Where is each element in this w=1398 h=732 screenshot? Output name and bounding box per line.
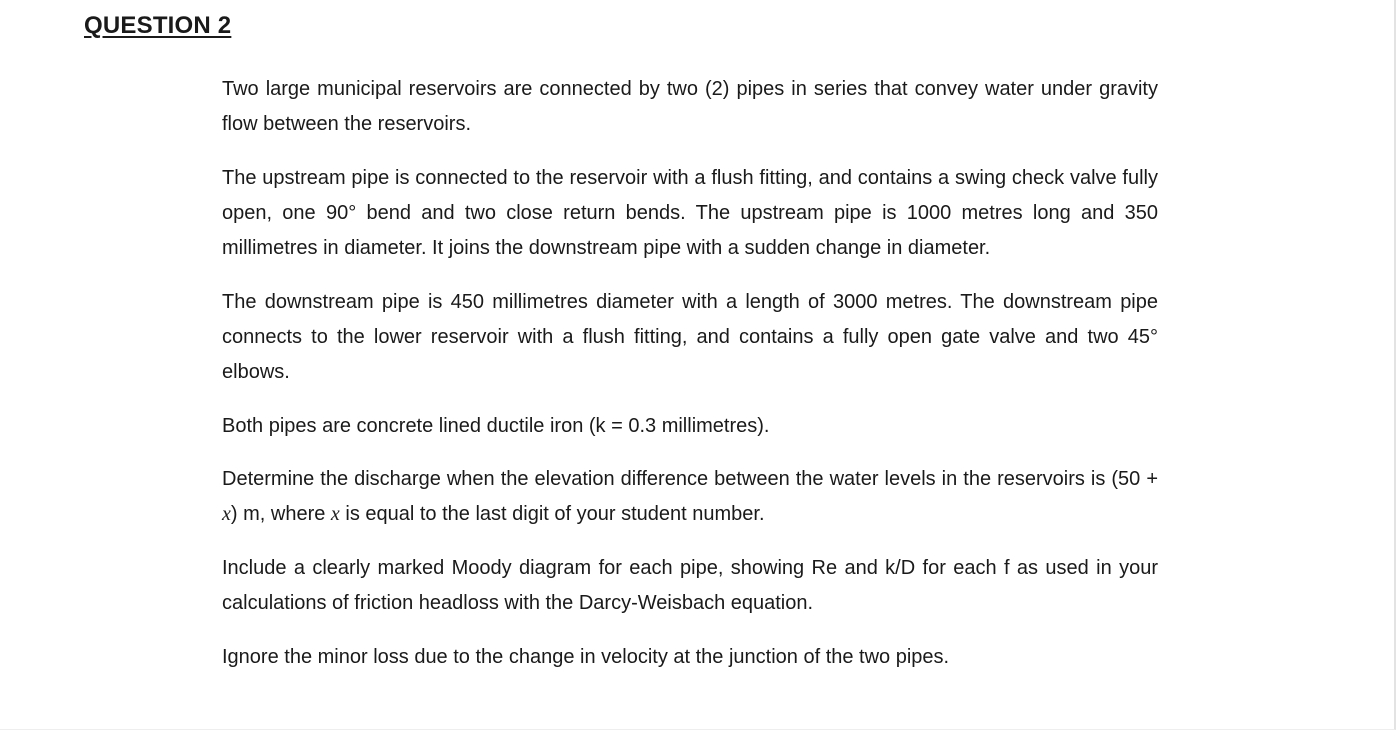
discharge-text-2: ) m, where [230,503,331,525]
variable-x: x [330,503,340,525]
paragraph-ignore-minor-loss: Ignore the minor loss due to the change in velocity at the junction of the two pipes. [222,646,950,668]
variable-x: x [222,503,231,525]
paragraph-pipe-material: Both pipes are concrete lined ductile iron (k = 0.3 millimetres). [222,415,770,437]
question-heading: QUESTION 2 [84,12,232,39]
question-body [222,72,1158,694]
paragraph-moody-diagram: Include a clearly marked Moody diagram for each pipe, showing Re and k/D for each f as used in your calculations of friction headloss with the Darcy-Weisbach equation. [222,557,1158,614]
paragraph-determine-discharge [222,462,1158,532]
paragraph-upstream-pipe: The upstream pipe is connected to the reservoir with a flush fitting, and contains a swing check valve fully open, one 90° bend and two close return bends. The upstream pipe is 1000 metres long and 350 millimetres in diameter. It joins the downstream pipe with a sudden change in diameter. [222,167,1158,259]
paragraph-downstream-pipe: The downstream pipe is 450 millimetres diameter with a length of 3000 metres. The downstream pipe connects to the lower reservoir with a flush fitting, and contains a fully open gate valve and two 45° elbows. [222,291,1158,383]
discharge-text-3: is equal to the last digit of your student number. [339,503,765,525]
discharge-text-1: Determine the discharge when the elevation difference between the water levels in the reservoirs is (50 + [222,468,1158,490]
paragraph-reservoirs: Two large municipal reservoirs are connected by two (2) pipes in series that convey water under gravity flow between the reservoirs. [222,78,1158,135]
